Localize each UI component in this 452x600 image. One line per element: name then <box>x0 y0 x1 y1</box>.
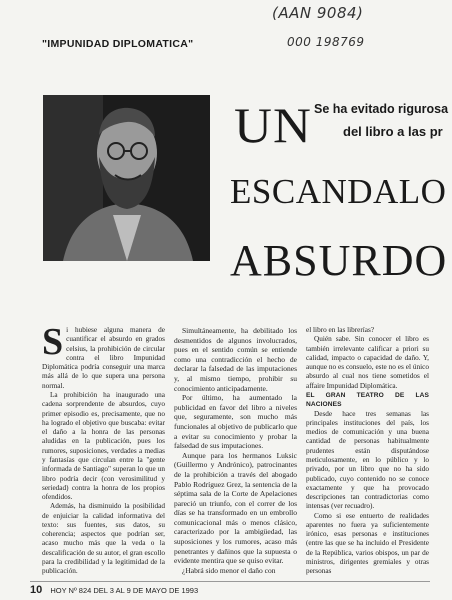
deck-line-2: del libro a las pr <box>343 124 443 139</box>
paragraph: Además, ha disminuido la posibilidad de enjuiciar la calidad informativa del texto: sus fuentes, sus datos, su coherencia; aspectos que podrían ser, acaso mucho más que la veda o la descalificación de su autor, el gran escollo para la credibilidad y la legitimidad de la publicación. <box>42 502 165 576</box>
paragraph: La prohibición ha inaugurado una cadena sorprendente de absurdos, cuyo primer episodio es, precisamente, que no ha logrado el objetivo que buscaba: evitar el daño a la honra de las personas aludidas en la publicación, pues los rumores, suposiciones, verdades a medias y fantasías que circulan entre la "gente informada de Santiago" superan lo que un libro podría decir (con verosimilitud y seriedad) contra la honra de los propios ofendidos. <box>42 390 165 502</box>
deck-line-1: Se ha evitado rigurosa <box>314 102 449 116</box>
article-column-3 <box>306 326 429 577</box>
handwritten-archive-number: 000 198769 <box>287 35 365 49</box>
paragraph: ¿Habrá sido menor el daño con <box>182 565 276 575</box>
section-kicker: "IMPUNIDAD DIPLOMATICA" <box>42 38 194 50</box>
author-photo <box>43 95 210 261</box>
paragraph: Aunque para los hermanos Luksic (Guillermo y Andrónico), patrocinantes de la prohibición a través del abogado Pablo Rodríguez Grez, la sentencia de la séptima sala de la Corte de Apelaciones pareció un triunfo, con el correr de los días se ha transformado en un embrollo comunicacional más o menos clásico, caracterizado por la ambigüedad, las suposiciones y los rumores, acaso más penetrantes y dañinos que la supuesta o evidente mentira que se quiso evitar. <box>174 450 297 566</box>
paragraph: el libro en las librerías? <box>306 326 375 334</box>
portrait-image <box>43 95 210 261</box>
paragraph: Desde hace tres semanas las principales instituciones del país, los medios de comunicación y una buena cantidad de personas habitualmente prudentes están disputándose meticulosamente, en lo público y lo privado, por un libro que no ha sido publicado, cuyo contenido no se conoce exactamente y que ha provocado descripciones tan contradictorias como intensas (ver recuadro). <box>306 409 429 511</box>
headline-line-2: ESCANDALO <box>230 172 447 211</box>
paragraph: i hubiese alguna manera de cuantificar el absurdo en grados celsius, la prohibición de circular contra el libro Impunidad Diplomática podría conseguir una marca más allá de lo que supera una persona normal. <box>42 326 165 390</box>
article-column-1 <box>42 321 165 577</box>
paragraph: Como si ese entuerto de realidades aparentes no fuera ya suficientemente irónico, esas personas e instituciones (entre las que se ha incluido el Presidente de la República, varios obispos, un par de ministros, dirigentes gremiales y otras personas <box>306 511 429 576</box>
issue-info: HOY Nº 824 DEL 3 AL 9 DE MAYO DE 1993 <box>50 586 199 595</box>
page-number: 10 <box>30 584 43 596</box>
drop-cap: S <box>42 321 64 363</box>
page-footer <box>30 584 198 596</box>
paragraph: Simultáneamente, ha debilitado los desmentidos de algunos involucrados, pues en el sentido común se entiende como una contradicción el hecho de declarar la falsedad de las imputaciones y, al mismo tiempo, prohibir su conocimiento anticipadamente. <box>174 326 297 393</box>
footer-rule <box>30 581 430 582</box>
headline-line-3: ABSURDO <box>230 236 448 285</box>
paragraph: Quién sabe. Sin conocer el libro es también irrelevante calificar a priori su calidad, impacto o capacidad de daño. Y, aunque no es consuelo, este no es el único absurdo al cual nos tiene sometidos el affaire Impunidad Diplomática. <box>306 335 429 390</box>
paragraph: Por último, ha aumentado la publicidad en favor del libro a niveles que, seguramente, son mucho más funcionales al objetivo de publicarlo que a evitar su conocimiento y probar la falsedad de sus imputaciones. <box>174 393 297 451</box>
article-column-2 <box>174 326 297 575</box>
headline-line-1: UN <box>234 97 312 153</box>
section-subhead: EL GRAN TEATRO DE LAS NACIONES <box>306 391 429 409</box>
handwritten-archive-note: (AAN 9084) <box>272 4 364 22</box>
